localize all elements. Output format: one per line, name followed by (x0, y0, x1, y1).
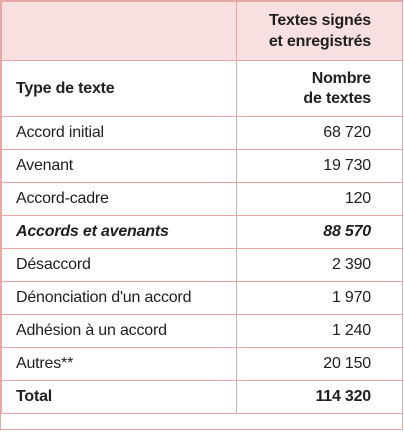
row-label: Dénonciation d'un accord (2, 282, 237, 315)
row-value: 2 390 (237, 249, 403, 282)
row-label: Autres** (2, 348, 237, 381)
table-row (2, 315, 403, 348)
table-row (2, 282, 403, 315)
row-value: 19 730 (237, 150, 403, 183)
agreements-table (1, 1, 403, 414)
row-value: 1 240 (237, 315, 403, 348)
header-row-bottom (2, 61, 403, 117)
row-label: Avenant (2, 150, 237, 183)
row-label: Adhésion à un accord (2, 315, 237, 348)
table-row (2, 249, 403, 282)
header-type-cell (2, 61, 237, 117)
table-row (2, 348, 403, 381)
row-value: 114 320 (237, 381, 403, 414)
header-nombre-line1: Nombre (311, 69, 371, 87)
header-corner-cell (2, 2, 237, 61)
header-row-top (2, 2, 403, 61)
header-signed-cell (237, 2, 403, 61)
row-label: Accords et avenants (2, 216, 237, 249)
row-value: 1 970 (237, 282, 403, 315)
header-signed-line1: Textes signés (268, 12, 371, 29)
table-row (2, 117, 403, 150)
row-label: Désaccord (2, 249, 237, 282)
row-value: 120 (237, 183, 403, 216)
header-type-label: Type de texte (16, 79, 115, 97)
table-row (2, 150, 403, 183)
table-row-subtotal (2, 216, 403, 249)
row-value: 88 570 (237, 216, 403, 249)
header-nombre-cell (237, 61, 403, 117)
row-label: Accord initial (2, 117, 237, 150)
row-value: 20 150 (237, 348, 403, 381)
row-value: 68 720 (237, 117, 403, 150)
table-row (2, 183, 403, 216)
header-signed-line2: et enregistrés (268, 33, 371, 50)
table-row-total (2, 381, 403, 414)
row-label: Accord-cadre (2, 183, 237, 216)
header-nombre-line2: de textes (303, 89, 371, 107)
row-label: Total (2, 381, 237, 414)
